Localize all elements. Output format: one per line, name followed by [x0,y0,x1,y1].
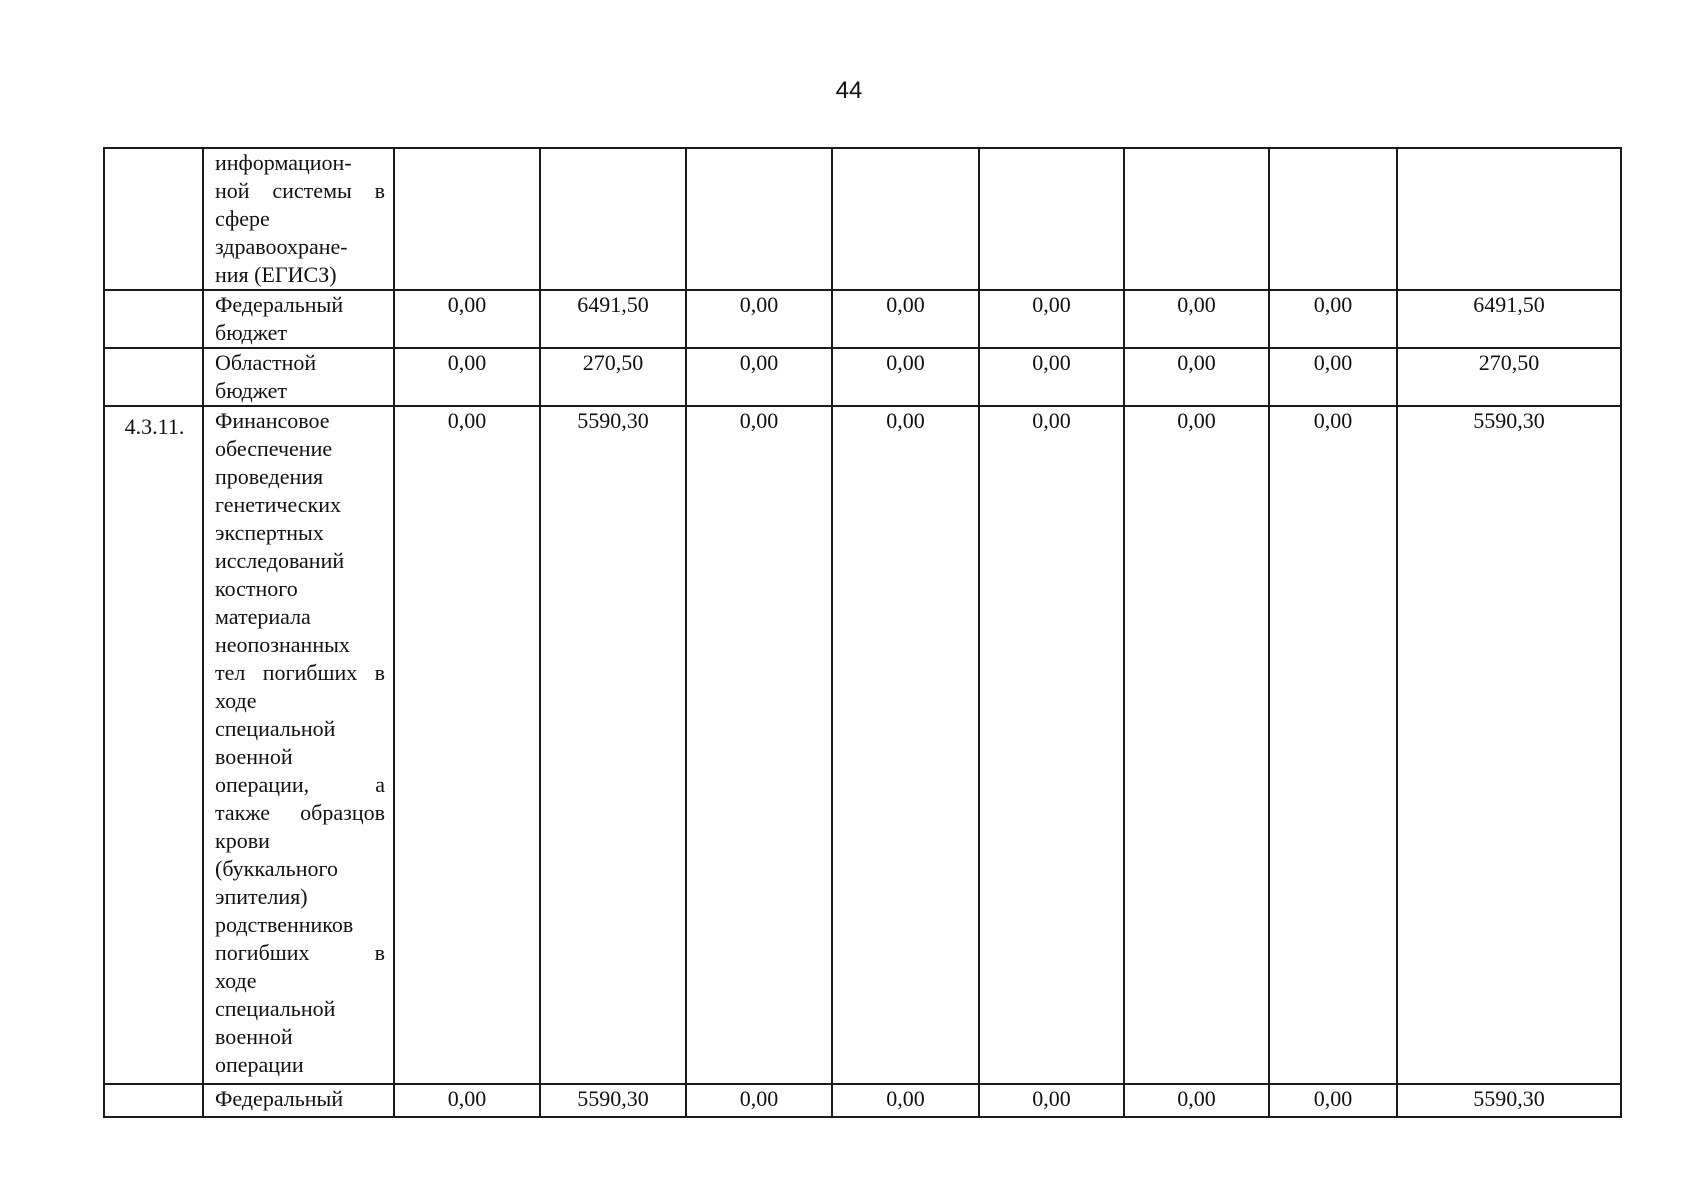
table-row [104,148,1621,290]
item-name-cell [203,290,394,348]
value-cell-col-1: 0,00 [394,290,540,348]
item-name-line: Областной [215,350,317,375]
page-number: 44 [835,77,863,104]
value-cell-col-6 [1124,148,1269,290]
item-name-text [215,291,385,347]
value-cell-col-2: 5590,30 [540,1084,686,1117]
item-name-line: обеспечение [215,436,333,461]
item-name-line: погибших в [215,940,385,965]
value-cell-col-2 [540,148,686,290]
value-cell-col-3: 0,00 [686,1084,832,1117]
value-cell-col-6: 0,00 [1124,406,1269,1084]
value-cell-col-8: 270,50 [1397,348,1621,406]
item-name-text [215,149,385,289]
value-cell-col-4: 0,00 [832,406,979,1084]
value-cell-col-3: 0,00 [686,406,832,1084]
item-name-line: бюджет [215,378,287,403]
value-cell-col-4 [832,148,979,290]
value-cell-col-5: 0,00 [979,290,1124,348]
item-name-line: неопознанных [215,632,350,657]
table-body [104,148,1621,1117]
item-name-line: Федеральный [215,292,344,317]
item-name-line: материала [215,604,311,629]
item-name-text [215,349,385,405]
item-name-cell [203,148,394,290]
item-number-cell [104,348,203,406]
value-cell-col-8: 6491,50 [1397,290,1621,348]
value-cell-col-5: 0,00 [979,348,1124,406]
item-name-line: здравоохране- [215,234,348,259]
item-name-cell [203,406,394,1084]
value-cell-col-4: 0,00 [832,1084,979,1117]
item-name-line: Федеральный [215,1086,344,1111]
value-cell-col-2: 270,50 [540,348,686,406]
value-cell-col-1: 0,00 [394,406,540,1084]
value-cell-col-6: 0,00 [1124,348,1269,406]
value-cell-col-7: 0,00 [1269,406,1397,1084]
value-cell-col-8: 5590,30 [1397,406,1621,1084]
item-name-line: Финансовое [215,408,330,433]
item-name-line: исследований [215,548,345,573]
value-cell-col-1 [394,148,540,290]
item-number-cell [104,290,203,348]
value-cell-col-2: 6491,50 [540,290,686,348]
value-cell-col-5: 0,00 [979,406,1124,1084]
table-row [104,1084,1621,1117]
item-name-line: также образцов [215,800,385,825]
item-number-cell [104,1084,203,1117]
value-cell-col-7: 0,00 [1269,348,1397,406]
item-name-cell [203,1084,394,1117]
value-cell-col-3: 0,00 [686,290,832,348]
value-cell-col-7 [1269,148,1397,290]
item-name-line: специальной [215,996,336,1021]
value-cell-col-8 [1397,148,1621,290]
item-name-line: ходе [215,688,257,713]
item-number-cell [104,148,203,290]
item-name-line: ной системы в [215,178,385,203]
value-cell-col-3: 0,00 [686,348,832,406]
value-cell-col-4: 0,00 [832,290,979,348]
item-name-line: специальной [215,716,336,741]
item-name-line: экспертных [215,520,324,545]
item-name-line: ходе [215,968,257,993]
value-cell-col-5: 0,00 [979,1084,1124,1117]
item-name-line: операции, а [215,772,385,797]
table-row [104,406,1621,1084]
value-cell-col-8: 5590,30 [1397,1084,1621,1117]
item-name-line: костного [215,576,298,601]
value-cell-col-7: 0,00 [1269,1084,1397,1117]
item-name-line: военной [215,1024,293,1049]
value-cell-col-1: 0,00 [394,348,540,406]
value-cell-col-6: 0,00 [1124,290,1269,348]
item-name-line: тел погибших в [215,660,385,685]
value-cell-col-7: 0,00 [1269,290,1397,348]
item-name-line: бюджет [215,320,287,345]
item-name-line: сфере [215,206,270,231]
value-cell-col-1: 0,00 [394,1084,540,1117]
item-name-line: крови [215,828,270,853]
item-name-line: военной [215,744,293,769]
item-name-text [215,1085,385,1113]
item-name-line: эпителия) [215,884,308,909]
value-cell-col-6: 0,00 [1124,1084,1269,1117]
item-name-line: родственников [215,912,354,937]
value-cell-col-3 [686,148,832,290]
item-number-cell: 4.3.11. [104,406,203,1084]
item-name-text [215,407,385,1079]
item-name-line: проведения [215,464,324,489]
item-name-line: генетических [215,492,342,517]
item-name-cell [203,348,394,406]
budget-table [103,147,1622,1118]
table-row [104,290,1621,348]
value-cell-col-5 [979,148,1124,290]
item-name-line: (буккального [215,856,338,881]
table-row [104,348,1621,406]
value-cell-col-4: 0,00 [832,348,979,406]
item-name-line: информацион- [215,150,352,175]
item-name-line: ния (ЕГИСЗ) [215,262,337,287]
value-cell-col-2: 5590,30 [540,406,686,1084]
item-name-line: операции [215,1052,304,1077]
